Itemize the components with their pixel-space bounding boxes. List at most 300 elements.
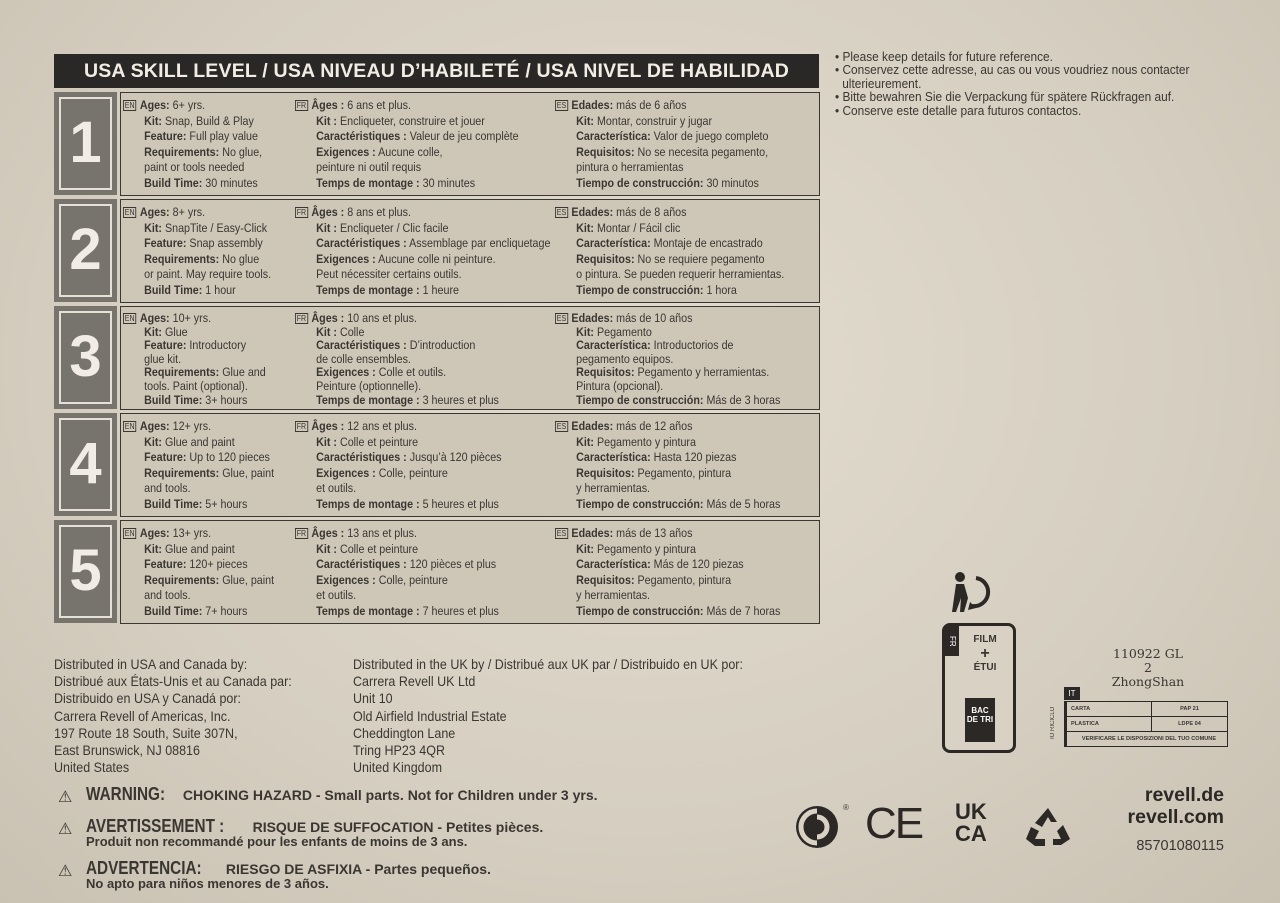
brand-urls: [1100, 784, 1224, 828]
build-value: Más de 5 horas: [706, 496, 781, 511]
ages-line: [555, 312, 832, 326]
details-en: [123, 98, 295, 192]
req-label: Requirements:: [144, 251, 220, 266]
feature-label: Caractéristiques :: [316, 338, 407, 353]
req-value: Colle et outils.: [378, 365, 447, 380]
req-label: Requisitos:: [576, 572, 635, 587]
feature-value: Montaje de encastrado: [653, 236, 763, 251]
req-value: Pegamento, pintura: [637, 572, 732, 587]
build-value: Más de 7 horas: [706, 603, 781, 618]
feature-value: Más de 120 piezas: [653, 557, 744, 572]
feature-value: 120 pièces et plus: [409, 557, 497, 572]
ce-mark: CE: [865, 799, 923, 848]
ages-label: Âges :: [311, 98, 345, 112]
build-label: Temps de montage :: [316, 282, 420, 297]
build-value: 7 heures et plus: [422, 603, 499, 618]
details-fr: [295, 419, 572, 513]
material: PLASTICA: [1071, 721, 1099, 727]
req-label: Requirements:: [144, 144, 220, 159]
req-value: Glue, paint: [222, 572, 275, 587]
ages-line: [295, 419, 572, 435]
kit-value: Pegamento: [596, 324, 652, 339]
feature-value: Full play value: [189, 129, 258, 144]
feature-label: Característica:: [576, 557, 651, 572]
ukca-mark: [955, 801, 987, 845]
ages-label: Edades:: [571, 205, 614, 219]
req-value: Colle, peinture: [378, 572, 448, 587]
details-es: [555, 205, 832, 299]
kit-value: SnapTite / Easy-Click: [164, 220, 268, 235]
build-line: [555, 604, 832, 620]
kit-label: Kit :: [316, 324, 337, 339]
build-value: 30 minutes: [205, 175, 258, 190]
lang-tag: FR: [296, 529, 307, 538]
kit-value: Montar / Fácil clic: [596, 220, 681, 235]
lang-tag: FR: [296, 101, 307, 110]
req-value: Pegamento y herramientas.: [637, 365, 770, 380]
ages-label: Edades:: [571, 526, 614, 540]
build-line: [555, 176, 832, 192]
feature-value: Up to 120 pieces: [189, 450, 270, 465]
details-fr: [295, 526, 572, 620]
ages-line: [123, 98, 295, 114]
warning-line2: No apto para niños menores de 3 años.: [86, 876, 329, 891]
warning-text: RISQUE DE SUFFOCATION - Petites pièces.: [252, 819, 544, 835]
ages-label: Âges :: [311, 526, 345, 540]
build-value: 3+ hours: [205, 392, 248, 407]
level-number-badge: [54, 520, 117, 623]
ages-line: [555, 205, 832, 221]
kit-label: Kit:: [144, 324, 162, 339]
req-line: [295, 252, 572, 268]
kit-value: Snap, Build & Play: [164, 113, 254, 128]
kit-line: [123, 542, 295, 558]
req-line2: Peinture (optionnelle).: [316, 378, 422, 393]
kit-label: Kit:: [144, 220, 162, 235]
lang-tag: EN: [124, 529, 135, 538]
feature-value: Introductorios de: [653, 338, 734, 353]
level-number: 4: [69, 431, 102, 496]
reference-notes: [835, 50, 1235, 117]
lang-tag: FR: [296, 314, 307, 323]
details-en: [123, 205, 295, 299]
ages-value: más de 13 años: [616, 526, 693, 540]
req-label: Exigences :: [316, 465, 376, 480]
build-label: Tiempo de construcción:: [576, 175, 704, 190]
warning-text: RIESGO DE ASFIXIA - Partes pequeños.: [225, 861, 491, 877]
production-code: [1108, 647, 1188, 689]
feature-line: [123, 339, 295, 353]
ages-line: [295, 312, 572, 326]
req-line: [295, 466, 572, 482]
feature-line: [555, 129, 832, 145]
table-footer-text: VERIFICARE LE DISPOSIZIONI DEL TUO COMUNE: [1081, 736, 1217, 742]
dist-line: Distributed in the UK by / Distribué aux UK par / Distribuido en UK por:: [353, 657, 743, 672]
req-line2: y herramientas.: [576, 588, 651, 603]
ages-value: 10 ans et plus.: [347, 311, 417, 325]
lang-tag: EN: [124, 422, 135, 431]
ages-value: 6+ yrs.: [172, 98, 206, 112]
feature-line: [555, 450, 832, 466]
build-label: Tiempo de construcción:: [576, 603, 704, 618]
kit-value: Montar, construir y jugar: [596, 113, 713, 128]
brand-url: revell.de: [1144, 784, 1224, 806]
kit-value: Colle et peinture: [339, 541, 419, 556]
level-details: [120, 199, 820, 303]
level-number-badge: [54, 92, 117, 195]
ages-value: 8 ans et plus.: [347, 205, 411, 219]
kit-line: [123, 435, 295, 451]
note-line: • Conserve este detalle para futuros contactos.: [835, 102, 1082, 118]
ages-label: Ages:: [139, 526, 170, 540]
feature-line: [555, 236, 832, 252]
req-label: Requisitos:: [576, 465, 635, 480]
feature-value: Introductory: [189, 338, 247, 353]
kit-value: Pegamento y pintura: [596, 434, 696, 449]
build-line: [123, 176, 295, 192]
feature-label: Característica:: [576, 338, 651, 353]
brand-url: revell.com: [1127, 806, 1224, 828]
feature-line2: pegamento equipos.: [576, 351, 674, 366]
lang-tag: ES: [556, 422, 567, 431]
registered-mark: ®: [843, 803, 849, 812]
etui-label: ÉTUI: [973, 662, 997, 673]
skill-level-row: [54, 92, 820, 196]
ages-line: [555, 419, 832, 435]
req-line: [295, 145, 572, 161]
kit-label: Kit:: [144, 113, 162, 128]
details-fr: [295, 205, 572, 299]
kit-label: Kit:: [144, 434, 162, 449]
level-number: 2: [69, 217, 102, 282]
dist-line: Unit 10: [353, 691, 393, 707]
req-line2: pintura o herramientas: [576, 160, 684, 175]
build-label: Temps de montage :: [316, 496, 420, 511]
table-row: [1067, 717, 1227, 732]
feature-label: Característica:: [576, 129, 651, 144]
build-label: Tiempo de construcción:: [576, 392, 704, 407]
lang-tag: ES: [556, 529, 567, 538]
lang-tag: EN: [124, 314, 135, 323]
build-line: [555, 394, 832, 408]
build-line: [295, 394, 572, 408]
level-number-badge: [54, 199, 117, 302]
build-label: Temps de montage :: [316, 392, 420, 407]
level-details: [120, 92, 820, 196]
material-code: LDPE 04: [1151, 717, 1227, 731]
req-value: Aucune colle ni peinture.: [378, 251, 496, 266]
barcode-number: 85701080115: [1136, 838, 1224, 854]
kit-line: [555, 542, 832, 558]
kit-line: [123, 221, 295, 237]
feature-label: Feature:: [144, 450, 187, 465]
req-line2: et outils.: [316, 588, 357, 603]
ukca-line: CA: [955, 821, 987, 846]
build-value: 5 heures et plus: [422, 496, 499, 511]
kit-line: [555, 221, 832, 237]
feature-value: Snap assembly: [189, 236, 263, 251]
req-line2: and tools.: [144, 481, 191, 496]
lang-tag: FR: [296, 422, 307, 431]
level-details: [120, 520, 820, 624]
kit-label: Kit:: [576, 113, 594, 128]
build-label: Tiempo de construcción:: [576, 496, 704, 511]
ages-line: [123, 419, 295, 435]
req-value: No se requiere pegamento: [637, 251, 765, 266]
level-details: [120, 413, 820, 517]
film-label: FILM: [973, 634, 997, 645]
details-es: [555, 419, 832, 513]
build-value: 3 heures et plus: [422, 392, 499, 407]
req-line2: et outils.: [316, 481, 357, 496]
req-line: [295, 573, 572, 589]
warning-head: ADVERTENCIA:: [86, 858, 202, 878]
code-line: ZhongShan: [1111, 674, 1185, 689]
req-value: No se necesita pegamento,: [637, 144, 769, 159]
dist-line: 197 Route 18 South, Suite 307N,: [54, 725, 238, 741]
dist-line: Distributed in USA and Canada by:: [54, 657, 248, 672]
details-fr: [295, 98, 572, 192]
skill-level-row: [54, 520, 820, 624]
ages-label: Edades:: [571, 98, 614, 112]
build-line: [555, 283, 832, 299]
dist-line: Distribuido en USA y Canadá por:: [54, 691, 242, 707]
recycling-pill: [942, 623, 1016, 753]
req-value: Pegamento, pintura: [637, 465, 732, 480]
build-line: [295, 176, 572, 192]
kit-line: [555, 435, 832, 451]
feature-line: [123, 450, 295, 466]
req-value: Aucune colle,: [378, 144, 443, 159]
table-footer: [1067, 732, 1227, 746]
dist-line: Cheddington Lane: [353, 725, 456, 741]
req-line2: y herramientas.: [576, 481, 651, 496]
ages-line: [295, 526, 572, 542]
ages-label: Ages:: [139, 205, 170, 219]
feature-label: Caractéristiques :: [316, 236, 407, 251]
ukca-line: UK: [955, 799, 987, 824]
req-line: [123, 145, 295, 161]
kit-line: [123, 114, 295, 130]
req-line2: paint or tools needed: [144, 160, 245, 175]
build-label: Tiempo de construcción:: [576, 282, 704, 297]
kit-line: [555, 326, 832, 340]
dist-line: United Kingdom: [353, 760, 442, 776]
material-code: PAP 21: [1151, 702, 1227, 716]
build-line: [123, 283, 295, 299]
req-line: [123, 252, 295, 268]
table-row: [1067, 702, 1227, 717]
bin-label: BAC DE TRI: [966, 706, 994, 724]
uk-distributor: [353, 656, 777, 776]
req-label: Requisitos:: [576, 144, 635, 159]
feature-value: Jusqu’à 120 pièces: [409, 450, 502, 465]
ages-value: 13 ans et plus.: [347, 526, 417, 540]
ages-value: 10+ yrs.: [172, 311, 212, 325]
material: CARTA: [1071, 706, 1091, 712]
fr-recycling-info: [942, 565, 1012, 750]
skill-level-grid: [54, 92, 820, 627]
req-line2: Pintura (opcional).: [576, 378, 664, 393]
req-value: Colle, peinture: [378, 465, 448, 480]
build-label: Build Time:: [144, 175, 203, 190]
kit-label: Kit:: [576, 541, 594, 556]
req-label: Exigences :: [316, 365, 376, 380]
build-value: 7+ hours: [205, 603, 248, 618]
feature-label: Feature:: [144, 129, 187, 144]
req-value: No glue,: [222, 144, 263, 159]
ages-value: 13+ yrs.: [172, 526, 212, 540]
details-es: [555, 526, 832, 620]
feature-line: [123, 557, 295, 573]
kit-line: [123, 326, 295, 340]
ages-value: 6 ans et plus.: [347, 98, 411, 112]
build-line: [295, 497, 572, 513]
it-side-label: IO RICICLO: [1050, 706, 1056, 739]
ages-label: Ages:: [139, 419, 170, 433]
ages-value: más de 8 años: [616, 205, 687, 219]
req-value: Glue and: [222, 365, 266, 380]
feature-label: Caractéristiques :: [316, 557, 407, 572]
details-en: [123, 312, 295, 407]
lang-tag: FR: [296, 208, 307, 217]
ages-line: [123, 312, 295, 326]
feature-label: Feature:: [144, 557, 187, 572]
kit-value: Glue: [164, 324, 188, 339]
feature-value: Assemblage par encliquetage: [409, 236, 551, 251]
build-line: [555, 497, 832, 513]
warning-triangle-icon: ⚠: [58, 821, 73, 838]
warning-head: AVERTISSEMENT :: [86, 816, 225, 836]
mobius-recycle-icon: [1023, 805, 1073, 849]
kit-value: Glue and paint: [164, 541, 235, 556]
req-label: Requirements:: [144, 572, 220, 587]
feature-label: Característica:: [576, 236, 651, 251]
build-label: Build Time:: [144, 392, 203, 407]
req-line: [123, 366, 295, 380]
ages-line: [555, 98, 832, 114]
lang-tag: ES: [556, 101, 567, 110]
feature-value: Valor de juego completo: [653, 129, 769, 144]
level-number-badge: [54, 306, 117, 409]
fr-tag: FR: [945, 626, 959, 656]
req-line: [123, 573, 295, 589]
req-label: Exigences :: [316, 144, 376, 159]
req-line: [123, 466, 295, 482]
req-line2: and tools.: [144, 588, 191, 603]
dist-line: United States: [54, 760, 130, 776]
note-line: • Bitte bewahren Sie die Verpackung für spätere Rückfragen auf.: [835, 89, 1175, 105]
note-line: • Please keep details for future reference.: [835, 49, 1053, 64]
ages-line: [123, 205, 295, 221]
feature-label: Feature:: [144, 338, 187, 353]
build-value: 30 minutes: [422, 175, 476, 190]
build-line: [295, 283, 572, 299]
dist-line: Old Airfield Industrial Estate: [353, 708, 507, 724]
lang-tag: ES: [556, 314, 567, 323]
ages-line: [295, 98, 572, 114]
details-es: [555, 98, 832, 192]
req-line2: Peut nécessiter certains outils.: [316, 267, 462, 282]
warning-head: WARNING:: [86, 784, 166, 804]
req-line2: o pintura. Se pueden requerir herramientas.: [576, 267, 785, 282]
req-label: Requirements:: [144, 365, 220, 380]
req-line: [555, 145, 832, 161]
dist-line: Carrera Revell UK Ltd: [353, 674, 476, 690]
feature-line: [295, 129, 572, 145]
feature-value: Hasta 120 piezas: [653, 450, 737, 465]
level-number: 3: [69, 324, 102, 389]
bin-icon: [965, 698, 995, 742]
ages-value: más de 12 años: [616, 419, 693, 433]
level-details: [120, 306, 820, 410]
dist-line: Distribué aux États-Unis et au Canada par:: [54, 674, 292, 690]
kit-label: Kit :: [316, 541, 337, 556]
req-line: [295, 366, 572, 380]
kit-line: [295, 326, 572, 340]
feature-line: [295, 557, 572, 573]
build-line: [123, 497, 295, 513]
kit-label: Kit:: [576, 220, 594, 235]
kit-line: [295, 542, 572, 558]
kit-line: [295, 435, 572, 451]
ages-label: Âges :: [311, 311, 345, 325]
details-fr: [295, 312, 572, 407]
feature-label: Característica:: [576, 450, 651, 465]
req-line: [555, 466, 832, 482]
kit-value: Encliqueter / Clic facile: [339, 220, 449, 235]
ages-label: Edades:: [571, 419, 614, 433]
kit-label: Kit:: [144, 541, 162, 556]
ages-label: Ages:: [139, 311, 170, 325]
warning-line2: Produit non recommandé pour les enfants de moins de 3 ans.: [86, 834, 468, 849]
dist-line: Carrera Revell of Americas, Inc.: [54, 708, 231, 724]
warning-triangle-icon: ⚠: [58, 863, 73, 880]
req-label: Requisitos:: [576, 365, 635, 380]
level-number-badge: [54, 413, 117, 516]
ages-line: [295, 205, 572, 221]
skill-level-row: [54, 306, 820, 410]
ages-label: Ages:: [139, 98, 170, 112]
build-line: [123, 604, 295, 620]
feature-line: [295, 339, 572, 353]
build-value: 1 hora: [706, 282, 737, 297]
us-distributor: [54, 656, 312, 776]
skill-level-row: [54, 199, 820, 303]
feature-line: [295, 450, 572, 466]
level-number: 5: [69, 538, 102, 603]
level-number: 1: [69, 110, 102, 175]
build-line: [295, 604, 572, 620]
feature-line2: glue kit.: [144, 351, 182, 366]
build-label: Temps de montage :: [316, 175, 420, 190]
req-value: No glue: [222, 251, 260, 266]
feature-label: Feature:: [144, 236, 187, 251]
feature-line: [555, 339, 832, 353]
ages-value: 12+ yrs.: [172, 419, 212, 433]
kit-value: Colle et peinture: [339, 434, 419, 449]
feature-label: Caractéristiques :: [316, 450, 407, 465]
ages-label: Âges :: [311, 205, 345, 219]
ages-label: Edades:: [571, 311, 614, 325]
feature-value: 120+ pieces: [189, 557, 248, 572]
feature-line: [295, 236, 572, 252]
dist-line: Tring HP23 4QR: [353, 743, 445, 759]
kit-line: [295, 221, 572, 237]
kit-label: Kit:: [576, 434, 594, 449]
kit-label: Kit:: [576, 324, 594, 339]
feature-line: [123, 129, 295, 145]
